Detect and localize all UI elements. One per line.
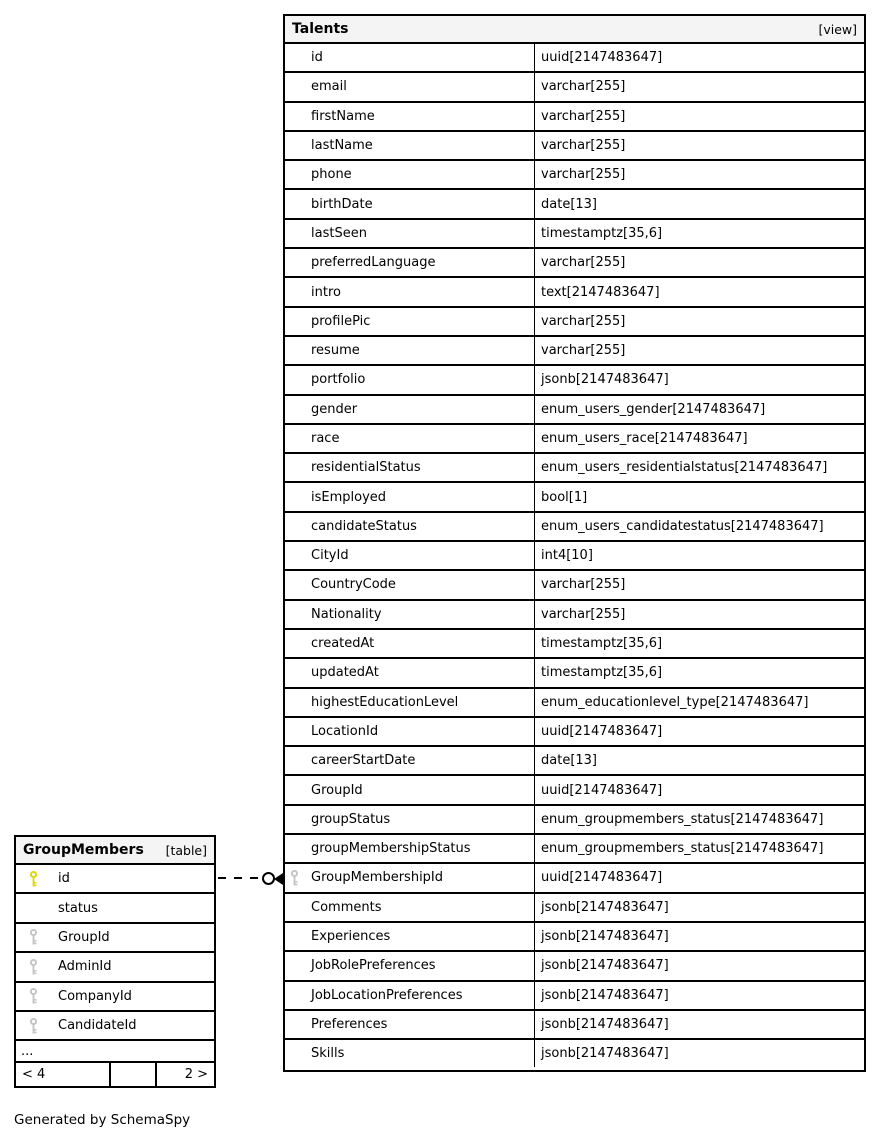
- column-name-cell: [285, 249, 535, 276]
- column-type: jsonb[2147483647]: [541, 1046, 669, 1062]
- talents-column-row: [285, 249, 864, 278]
- column-type: uuid[2147483647]: [541, 723, 663, 739]
- talents-column-row: [285, 132, 864, 161]
- pager-prev[interactable]: < 4: [16, 1063, 111, 1086]
- column-name: AdminId: [58, 959, 112, 975]
- column-name: residentialStatus: [311, 460, 421, 476]
- column-name: CountryCode: [311, 577, 396, 593]
- column-name: portfolio: [311, 372, 366, 388]
- foreign-key-icon: [289, 869, 300, 886]
- table-talents[interactable]: [283, 14, 866, 1072]
- column-name-cell: [285, 864, 535, 891]
- talents-column-row: [285, 776, 864, 805]
- column-name: race: [311, 431, 340, 446]
- pager-middle: [111, 1063, 157, 1086]
- column-name-cell: [285, 630, 535, 657]
- talents-column-row: [285, 1011, 864, 1040]
- column-name-cell: [285, 982, 535, 1009]
- column-type: date[13]: [541, 753, 597, 769]
- column-name-cell: [285, 278, 535, 305]
- talents-header[interactable]: [285, 16, 864, 44]
- column-name-cell: [285, 689, 535, 716]
- column-name-cell: [285, 513, 535, 540]
- column-name: CompanyId: [58, 988, 132, 1004]
- column-name-cell: [285, 601, 535, 628]
- ellipsis-text: ...: [21, 1043, 34, 1059]
- column-type: jsonb[2147483647]: [541, 1016, 669, 1032]
- talents-column-row: [285, 220, 864, 249]
- column-name: phone: [311, 167, 352, 183]
- column-name-cell: [285, 483, 535, 510]
- column-type: text[2147483647]: [541, 284, 660, 300]
- column-name: profilePic: [311, 313, 371, 329]
- column-name: GroupId: [58, 929, 110, 945]
- column-name: Comments: [311, 899, 382, 915]
- column-name: intro: [311, 284, 341, 300]
- column-name-cell: [285, 44, 535, 71]
- talents-column-row: [285, 952, 864, 981]
- column-name: lastName: [311, 138, 373, 154]
- talents-column-row: [285, 718, 864, 747]
- groupmembers-type-tag: [table]: [165, 842, 207, 858]
- column-type: jsonb[2147483647]: [541, 899, 669, 915]
- column-name: id: [311, 50, 323, 66]
- groupmembers-column-row: [16, 894, 214, 923]
- column-name: email: [311, 79, 347, 95]
- column-type: bool[1]: [541, 489, 588, 505]
- groupmembers-columns: [16, 865, 214, 1041]
- column-name-cell: [285, 659, 535, 686]
- column-name-cell: [285, 776, 535, 803]
- column-name: Skills: [311, 1046, 345, 1062]
- column-name: isEmployed: [311, 489, 387, 505]
- column-type: timestamptz[35,6]: [541, 665, 663, 681]
- talents-column-row: [285, 806, 864, 835]
- column-type: varchar[255]: [541, 138, 626, 154]
- groupmembers-column-row: [16, 924, 214, 953]
- column-name-cell: [285, 132, 535, 159]
- column-name: firstName: [311, 108, 375, 124]
- column-name-cell: [285, 425, 535, 452]
- table-groupmembers[interactable]: [14, 835, 216, 1088]
- column-name-cell: [285, 747, 535, 774]
- column-name: CandidateId: [58, 1018, 137, 1034]
- column-type: enum_users_residentialstatus[2147483647]: [541, 460, 828, 476]
- column-name-cell: [285, 103, 535, 130]
- column-type: uuid[2147483647]: [541, 870, 663, 886]
- talents-column-row: [285, 513, 864, 542]
- column-name: birthDate: [311, 196, 373, 212]
- talents-column-row: [285, 308, 864, 337]
- talents-column-row: [285, 396, 864, 425]
- column-name-cell: [285, 396, 535, 423]
- groupmembers-degree-row: [16, 1063, 214, 1086]
- column-type: enum_groupmembers_status[2147483647]: [541, 811, 824, 827]
- column-name: id: [58, 871, 70, 887]
- column-name-cell: [285, 161, 535, 188]
- column-name-cell: [285, 952, 535, 979]
- column-name-cell: [285, 73, 535, 100]
- column-name-cell: [285, 337, 535, 364]
- column-type: varchar[255]: [541, 577, 626, 593]
- talents-column-row: [285, 689, 864, 718]
- column-name: CityId: [311, 548, 349, 564]
- column-name: careerStartDate: [311, 753, 416, 769]
- column-name-cell: [285, 806, 535, 833]
- talents-column-row: [285, 425, 864, 454]
- column-type: date[13]: [541, 196, 597, 212]
- column-name: Preferences: [311, 1016, 388, 1032]
- column-type: timestamptz[35,6]: [541, 225, 663, 241]
- column-type: varchar[255]: [541, 313, 626, 329]
- column-name: candidateStatus: [311, 518, 417, 534]
- foreign-key-icon: [28, 958, 39, 975]
- column-type: timestamptz[35,6]: [541, 636, 663, 652]
- pager-next[interactable]: 2 >: [184, 1066, 208, 1082]
- column-type: varchar[255]: [541, 343, 626, 359]
- foreign-key-icon: [28, 929, 39, 946]
- talents-column-row: [285, 73, 864, 102]
- column-name: LocationId: [311, 723, 379, 739]
- talents-column-row: [285, 44, 864, 73]
- groupmembers-column-row: [16, 953, 214, 982]
- column-name: JobRolePreferences: [311, 958, 436, 974]
- column-type: jsonb[2147483647]: [541, 372, 669, 388]
- column-name-cell: [285, 1011, 535, 1038]
- groupmembers-column-row: [16, 1012, 214, 1041]
- talents-type-tag: [view]: [818, 21, 857, 37]
- foreign-key-icon: [28, 988, 39, 1005]
- column-type: enum_users_race[2147483647]: [541, 431, 748, 446]
- talents-column-row: [285, 366, 864, 395]
- talents-column-row: [285, 923, 864, 952]
- column-name: updatedAt: [311, 665, 379, 681]
- foreign-key-icon: [28, 1017, 39, 1034]
- column-type: varchar[255]: [541, 255, 626, 271]
- talents-column-row: [285, 894, 864, 923]
- relationship-arrowhead-icon: [274, 873, 283, 885]
- generated-by-text: Generated by SchemaSpy: [14, 1112, 191, 1128]
- column-type: enum_users_candidatestatus[2147483647]: [541, 518, 824, 534]
- talents-column-row: [285, 864, 864, 893]
- talents-column-row: [285, 601, 864, 630]
- column-name: preferredLanguage: [311, 255, 436, 271]
- talents-column-row: [285, 483, 864, 512]
- groupmembers-title: GroupMembers: [23, 842, 144, 858]
- column-type: jsonb[2147483647]: [541, 929, 669, 945]
- column-type: uuid[2147483647]: [541, 50, 663, 66]
- talents-column-row: [285, 103, 864, 132]
- primary-key-icon: [28, 870, 39, 887]
- column-type: varchar[255]: [541, 108, 626, 124]
- column-name: groupStatus: [311, 811, 391, 827]
- column-type: jsonb[2147483647]: [541, 958, 669, 974]
- column-name: lastSeen: [311, 225, 367, 241]
- column-name: gender: [311, 401, 358, 417]
- column-name-cell: [285, 718, 535, 745]
- talents-column-row: [285, 571, 864, 600]
- relationship-dashed-line: [218, 877, 263, 879]
- talents-column-row: [285, 278, 864, 307]
- groupmembers-header[interactable]: [16, 837, 214, 865]
- column-name: GroupMembershipId: [311, 870, 444, 886]
- column-type: enum_educationlevel_type[2147483647]: [541, 694, 809, 710]
- column-type: jsonb[2147483647]: [541, 987, 669, 1003]
- talents-column-row: [285, 1040, 864, 1067]
- column-type: enum_users_gender[2147483647]: [541, 401, 766, 417]
- talents-columns: [285, 44, 864, 1070]
- talents-column-row: [285, 454, 864, 483]
- column-name: groupMembershipStatus: [311, 841, 471, 857]
- groupmembers-ellipsis-row: [16, 1041, 214, 1063]
- column-name-cell: [285, 542, 535, 569]
- talents-column-row: [285, 542, 864, 571]
- column-name: highestEducationLevel: [311, 694, 459, 710]
- column-name: status: [58, 900, 98, 916]
- column-name-cell: [285, 366, 535, 393]
- column-name-cell: [285, 308, 535, 335]
- column-name: GroupId: [311, 782, 363, 798]
- column-name-cell: [285, 454, 535, 481]
- column-name-cell: [285, 1040, 535, 1067]
- column-name: Nationality: [311, 606, 382, 622]
- column-name-cell: [285, 923, 535, 950]
- column-type: uuid[2147483647]: [541, 782, 663, 798]
- column-type: varchar[255]: [541, 167, 626, 183]
- groupmembers-column-row: [16, 983, 214, 1012]
- column-name-cell: [285, 835, 535, 862]
- column-name: JobLocationPreferences: [311, 987, 463, 1003]
- column-type: int4[10]: [541, 548, 593, 564]
- column-name-cell: [285, 190, 535, 217]
- column-type: varchar[255]: [541, 606, 626, 622]
- column-name: createdAt: [311, 636, 375, 652]
- talents-column-row: [285, 659, 864, 688]
- talents-column-row: [285, 747, 864, 776]
- column-name-cell: [285, 571, 535, 598]
- talents-title: Talents: [292, 21, 349, 37]
- column-type: enum_groupmembers_status[2147483647]: [541, 841, 824, 857]
- talents-column-row: [285, 630, 864, 659]
- talents-column-row: [285, 337, 864, 366]
- talents-column-row: [285, 982, 864, 1011]
- talents-column-row: [285, 835, 864, 864]
- column-type: varchar[255]: [541, 79, 626, 95]
- groupmembers-column-row: [16, 865, 214, 894]
- column-name-cell: [285, 894, 535, 921]
- talents-column-row: [285, 161, 864, 190]
- column-name-cell: [285, 220, 535, 247]
- talents-column-row: [285, 190, 864, 219]
- column-name: Experiences: [311, 929, 391, 945]
- column-name: resume: [311, 343, 360, 359]
